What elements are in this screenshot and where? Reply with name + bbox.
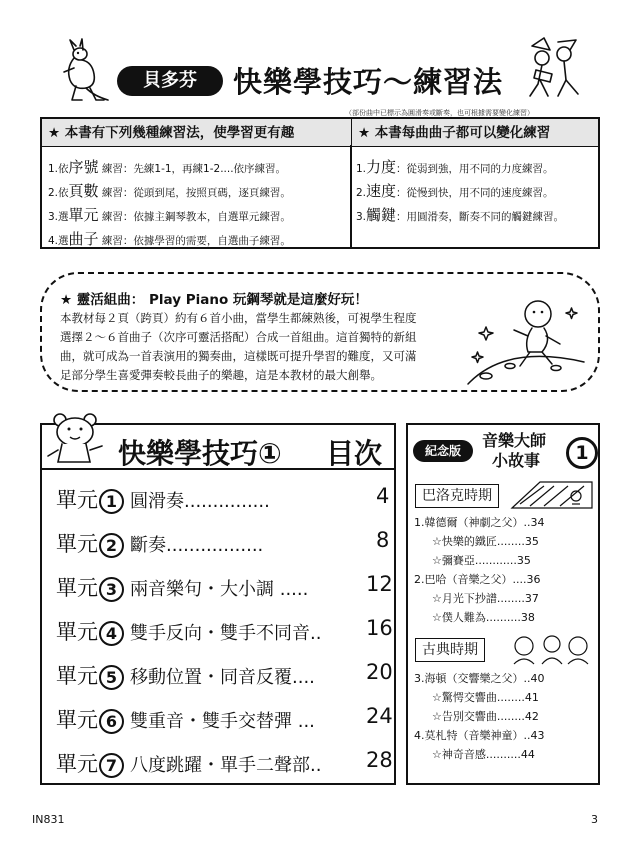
methods-right-heading: ★ 本書每曲曲子都可以變化練習 bbox=[352, 119, 598, 147]
page-title: 快樂學技巧～練習法 bbox=[233, 65, 504, 99]
stories-number: 1 bbox=[566, 437, 598, 469]
method-row: 1.依序號 練習：先練1-1，再練1-2....依序練習。 bbox=[48, 158, 287, 176]
method-row: 4.選曲子 練習：依據學習的需要，自選曲子練習。 bbox=[48, 230, 291, 248]
story-row: 2.巴哈（音樂之父）....36 bbox=[414, 573, 541, 586]
medley-text-line: 本教材每２頁（跨頁）約有６首小曲，當學生都練熟後，可視學生程度 bbox=[60, 311, 417, 325]
toc-row: 單元 4 雙手反向・雙手不同音.. 16 bbox=[56, 616, 393, 644]
story-row: 3.海頓（交響樂之父）..40 bbox=[414, 672, 545, 685]
stories-title-line2: 小故事 bbox=[492, 451, 541, 470]
variation-row: 1.力度：從弱到強，用不同的力度練習。 bbox=[356, 158, 554, 176]
era-baroque: 巴洛克時期 bbox=[415, 484, 499, 508]
story-row: 4.莫札特（音樂神童）..43 bbox=[414, 729, 545, 742]
era-classical: 古典時期 bbox=[415, 638, 485, 662]
toc-title: 快樂學技巧① bbox=[118, 437, 282, 470]
toc-row: 單元 6 雙重音・雙手交替彈 ... 24 bbox=[56, 704, 393, 732]
toc-subtitle: 目次 bbox=[326, 437, 383, 470]
medley-title: ★ 靈活組曲： Play Piano 玩鋼琴就是這麼好玩！ bbox=[60, 292, 368, 308]
baroque-illustration bbox=[510, 478, 594, 512]
kangaroo-illustration bbox=[52, 38, 114, 104]
medley-text-line: 足部分學生喜愛彈奏較長曲子的樂趣，這是本教材的最大創舉。 bbox=[60, 368, 382, 382]
stories-title-line1: 音樂大師 bbox=[482, 431, 547, 450]
variation-note: （部份曲中已標示為圓滑奏或斷奏，也可根據需要變化練習） bbox=[345, 109, 534, 117]
method-row: 2.依頁數 練習：從頭到尾，按照頁碼，逐頁練習。 bbox=[48, 182, 291, 200]
story-row: ☆神奇音感..........44 bbox=[432, 748, 535, 761]
page-number: 3 bbox=[591, 813, 598, 826]
method-row: 3.選單元 練習：依據主鋼琴教本，自選單元練習。 bbox=[48, 206, 291, 224]
edition-badge: 紀念版 bbox=[413, 440, 473, 462]
header-badge: 貝多芬 bbox=[117, 66, 223, 96]
story-row: ☆彌賽亞............35 bbox=[432, 554, 531, 567]
astronaut-illustration bbox=[466, 292, 586, 386]
variation-row: 3.觸鍵：用圓滑奏，斷奏不同的觸鍵練習。 bbox=[356, 206, 565, 224]
toc-row: 單元 1 圓滑奏............... 4 bbox=[56, 484, 390, 512]
story-row: ☆告別交響曲........42 bbox=[432, 710, 539, 723]
reading-kids-illustration bbox=[522, 36, 586, 104]
variation-row: 2.速度：從慢到快，用不同的速度練習。 bbox=[356, 182, 554, 200]
classical-illustration bbox=[508, 632, 594, 666]
methods-divider bbox=[350, 145, 352, 247]
medley-text-line: 選擇２～６首曲子（次序可靈活搭配）合成一首組曲。這首獨特的新組 bbox=[60, 330, 417, 344]
story-row: ☆快樂的鐵匠........35 bbox=[432, 535, 539, 548]
mascot-icon bbox=[46, 410, 108, 468]
story-row: 1.韓德爾（神劇之父）..34 bbox=[414, 516, 545, 529]
medley-text-line: 曲，就可成為一首表演用的獨奏曲，這樣既可提升學習的難度，又可滿 bbox=[60, 349, 417, 363]
story-row: ☆驚愕交響曲........41 bbox=[432, 691, 539, 704]
toc-row: 單元 7 八度跳躍・單手二聲部.. 28 bbox=[56, 748, 393, 776]
footer-code: IN831 bbox=[32, 813, 65, 826]
story-row: ☆僕人難為..........38 bbox=[432, 611, 535, 624]
toc-row: 單元 5 移動位置・同音反覆.... 20 bbox=[56, 660, 393, 688]
toc-row: 單元 2 斷奏................. 8 bbox=[56, 528, 390, 556]
story-row: ☆月光下抄譜........37 bbox=[432, 592, 539, 605]
methods-left-heading: ★ 本書有下列幾種練習法，使學習更有趣 bbox=[42, 119, 352, 147]
toc-row: 單元 3 兩音樂句・大小調 ..... 12 bbox=[56, 572, 393, 600]
